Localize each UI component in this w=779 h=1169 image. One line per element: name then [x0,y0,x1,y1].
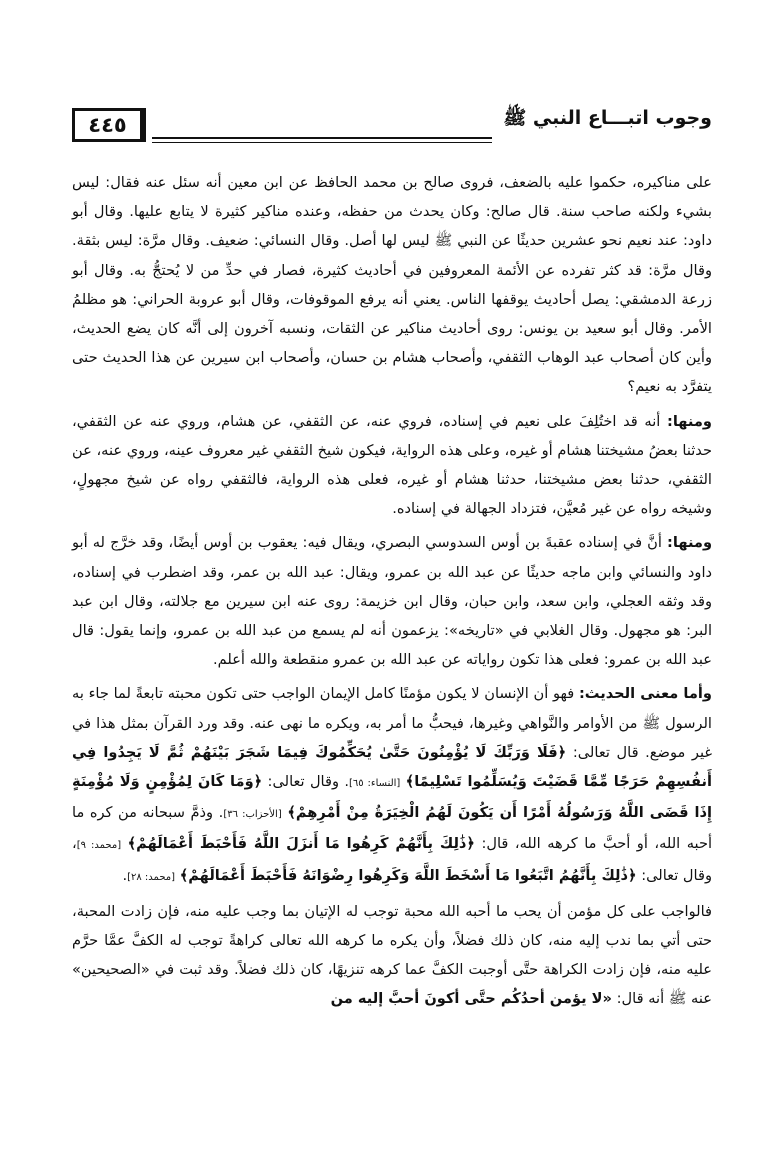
paragraph-2 [72,407,712,524]
header-rule [152,137,492,139]
paragraph-4 [72,679,712,891]
quran-verse-4: ﴿ذَٰلِكَ بِأَنَّهُمُ اتَّبَعُوا مَا أَسْخَطَ اللَّهَ وَكَرِهُوا رِضْوَانَهُ فَأَحْبَطَ أَعْمَالَهُمْ﴾ [179,866,637,884]
paragraph-4-text-a: فهو أن الإنسان لا يكون مؤمنًا كامل الإيمان الواجب حتى تكون محبته تابعةً لما جاء به الرسول ﷺ من الأوامر والنَّواهي وغيرها، فيحبُّ ما أمر به، ويكره ما نهى عنه. وقد ورد القرآن بمثل هذا في غير موضع. قال تعالى: [72,685,713,761]
paragraph-3-text: أنَّ في إسناده عقبةَ بن أوس السدوسي البصري، ويقال فيه: يعقوب بن أوس أيضًا، وقد خرَّج له أبو داود والنسائي وابن ماجه حديثًا عن عبد الله بن عمرو، ويقال: عبد الله بن عمر، وقد اضطرب في إسناده، وقد وثقه العجلي، وابن سعد، وابن حبان، وقال ابن خزيمة: روى عنه ابن سيرين مع جلالته، وقال ابن عبد البر: هو مجهول. وقال الغلابي في «تاريخه»: يزعمون أنه لم يسمع من عبد الله بن عمرو، وإنما يقول: قال عبد الله بن عمرو: فعلى هذا تكون رواياته عن عبد الله بن عمرو منقطعة والله أعلم. [72,534,712,669]
paragraph-4-text-d: ، وقال تعالى: [72,835,712,884]
paragraph-5-text: فالواجب على كل مؤمن أن يحب ما أحبه الله محبة توجب له الإتيان بما وجب عليه منه، فإن زادت المحبة، حتى أتي بما ندب إليه منه، كان ذلك فضلاً، وأن يكره ما كرهه الله تعالى كراهةً توجب له الكفَّ عمَّا حرَّم عليه منه، فإن زادت الكراهة حتَّى أوجبت الكفَّ عما كرهه تنزيهًا، كان ذلك فضلاً. وقد ثبت في «الصحيحين» عنه ﷺ أنه قال: [72,902,712,1008]
quran-verse-3: ﴿ذَٰلِكَ بِأَنَّهُمْ كَرِهُوا مَا أَنزَلَ اللَّهُ فَأَحْبَطَ أَعْمَالَهُمْ﴾ [127,835,475,853]
page-number: ٤٤٥ [72,108,146,142]
hadith-quote: «لا يؤمن أحدُكُم حتَّى أكونَ أحبَّ إليه من [330,990,612,1008]
header-rule-thin [152,142,492,143]
paragraph-1: على مناكيره، حكموا عليه بالضعف، فروى صالح بن محمد الحافظ عن ابن معين أنه سئل عنه فقال: ليس بشيء ولكنه صاحب سنة. قال صالح: وكان يحدث من حفظه، وعنده مناكير كثيرة لا يتابع عليها. وقال أبو داود: عند نعيم نحو عشرين حديثًا عن النبي ﷺ ليس لها أصل. وقال النسائي: ضعيف. وقال مرَّة: ليس بثقة. وقال مرَّة: قد كثر تفرده عن الأئمة المعروفين في أحاديث كثيرة، فصار في حدِّ من لا يُحتجُّ به. وقال أبو زرعة الدمشقي: يصل أحاديث يوقفها الناس. يعني أنه يرفع الموقوفات، وقال أبو عروبة الحراني: هو مظلمُ الأمر. وقال أبو سعيد بن يونس: روى أحاديث مناكير عن الثقات، ونسبه آخرون إلى أنَّه كان يضع الحديث، وأين كان أصحاب عبد الوهاب الثقفي، وأصحاب هشام بن حسان، وأصحاب ابن سيرين عن هذا الحديث حتى يتفرَّد به نعيم؟ [72,174,712,396]
verse-ref-2: [الأحزاب: ٣٦] [223,809,282,821]
page-body [72,168,712,1019]
paragraph-5 [72,897,712,1014]
paragraph-4-text-b: . وقال تعالى: [267,773,349,791]
paragraph-4-text-c: . وذمَّ سبحانه من كره ما أحبه الله، أو أحبَّ ما كرهه الله، قال: [72,804,713,853]
paragraph-4-lead: وأما معنى الحديث: [578,685,713,703]
page-header [72,104,712,148]
running-title: وجوب اتبـــاع النبي ﷺ [503,107,712,129]
quran-verse-1: ﴿فَلَا وَرَبِّكَ لَا يُؤْمِنُونَ حَتَّىٰ يُحَكِّمُوكَ فِيمَا شَجَرَ بَيْنَهُمْ ثُمَّ لَا يَجِدُوا فِي أَنفُسِهِمْ حَرَجًا مِّمَّا قَضَيْتَ وَيُسَلِّمُوا تَسْلِيمًا﴾ [72,743,713,791]
verse-ref-1: [النساء: ٦٥] [349,778,401,790]
quran-verse-2: ﴿وَمَا كَانَ لِمُؤْمِنٍ وَلَا مُؤْمِنَةٍ إِذَا قَضَى اللَّهُ وَرَسُولُهُ أَمْرًا أَن يَكُونَ لَهُمُ الْخِيَرَةُ مِنْ أَمْرِهِمْ﴾ [72,773,713,822]
paragraph-3-lead: ومنها: [667,534,713,552]
paragraph-3 [72,528,712,674]
paragraph-2-text: أنه قد اختُلِفَ على نعيم في إسناده، فروي عنه، عن الثقفي، عن هشام، وروي عنه عن الثقفي، حدثنا بعضُ مشيختنا هشام أو غيره، وعلى هذه الرواية، فيكون شيخ الثقفي غير معروف عينه، وروي عنه، عن الثقفي، حدثنا بعض مشيختنا، حدثنا هشام أو غيره، فعلى هذه الرواية، فالثقفي رواه عن شيخ مجهولٍ، وشيخه رواه عن غير مُعيَّن، فتزداد الجهالة في إسناده. [72,412,712,518]
paragraph-4-text-e: . [122,866,128,884]
verse-ref-3: [محمد: ٩] [76,840,122,852]
paragraph-2-lead: ومنها: [666,412,712,430]
verse-ref-4: [محمد: ٢٨] [127,871,176,883]
